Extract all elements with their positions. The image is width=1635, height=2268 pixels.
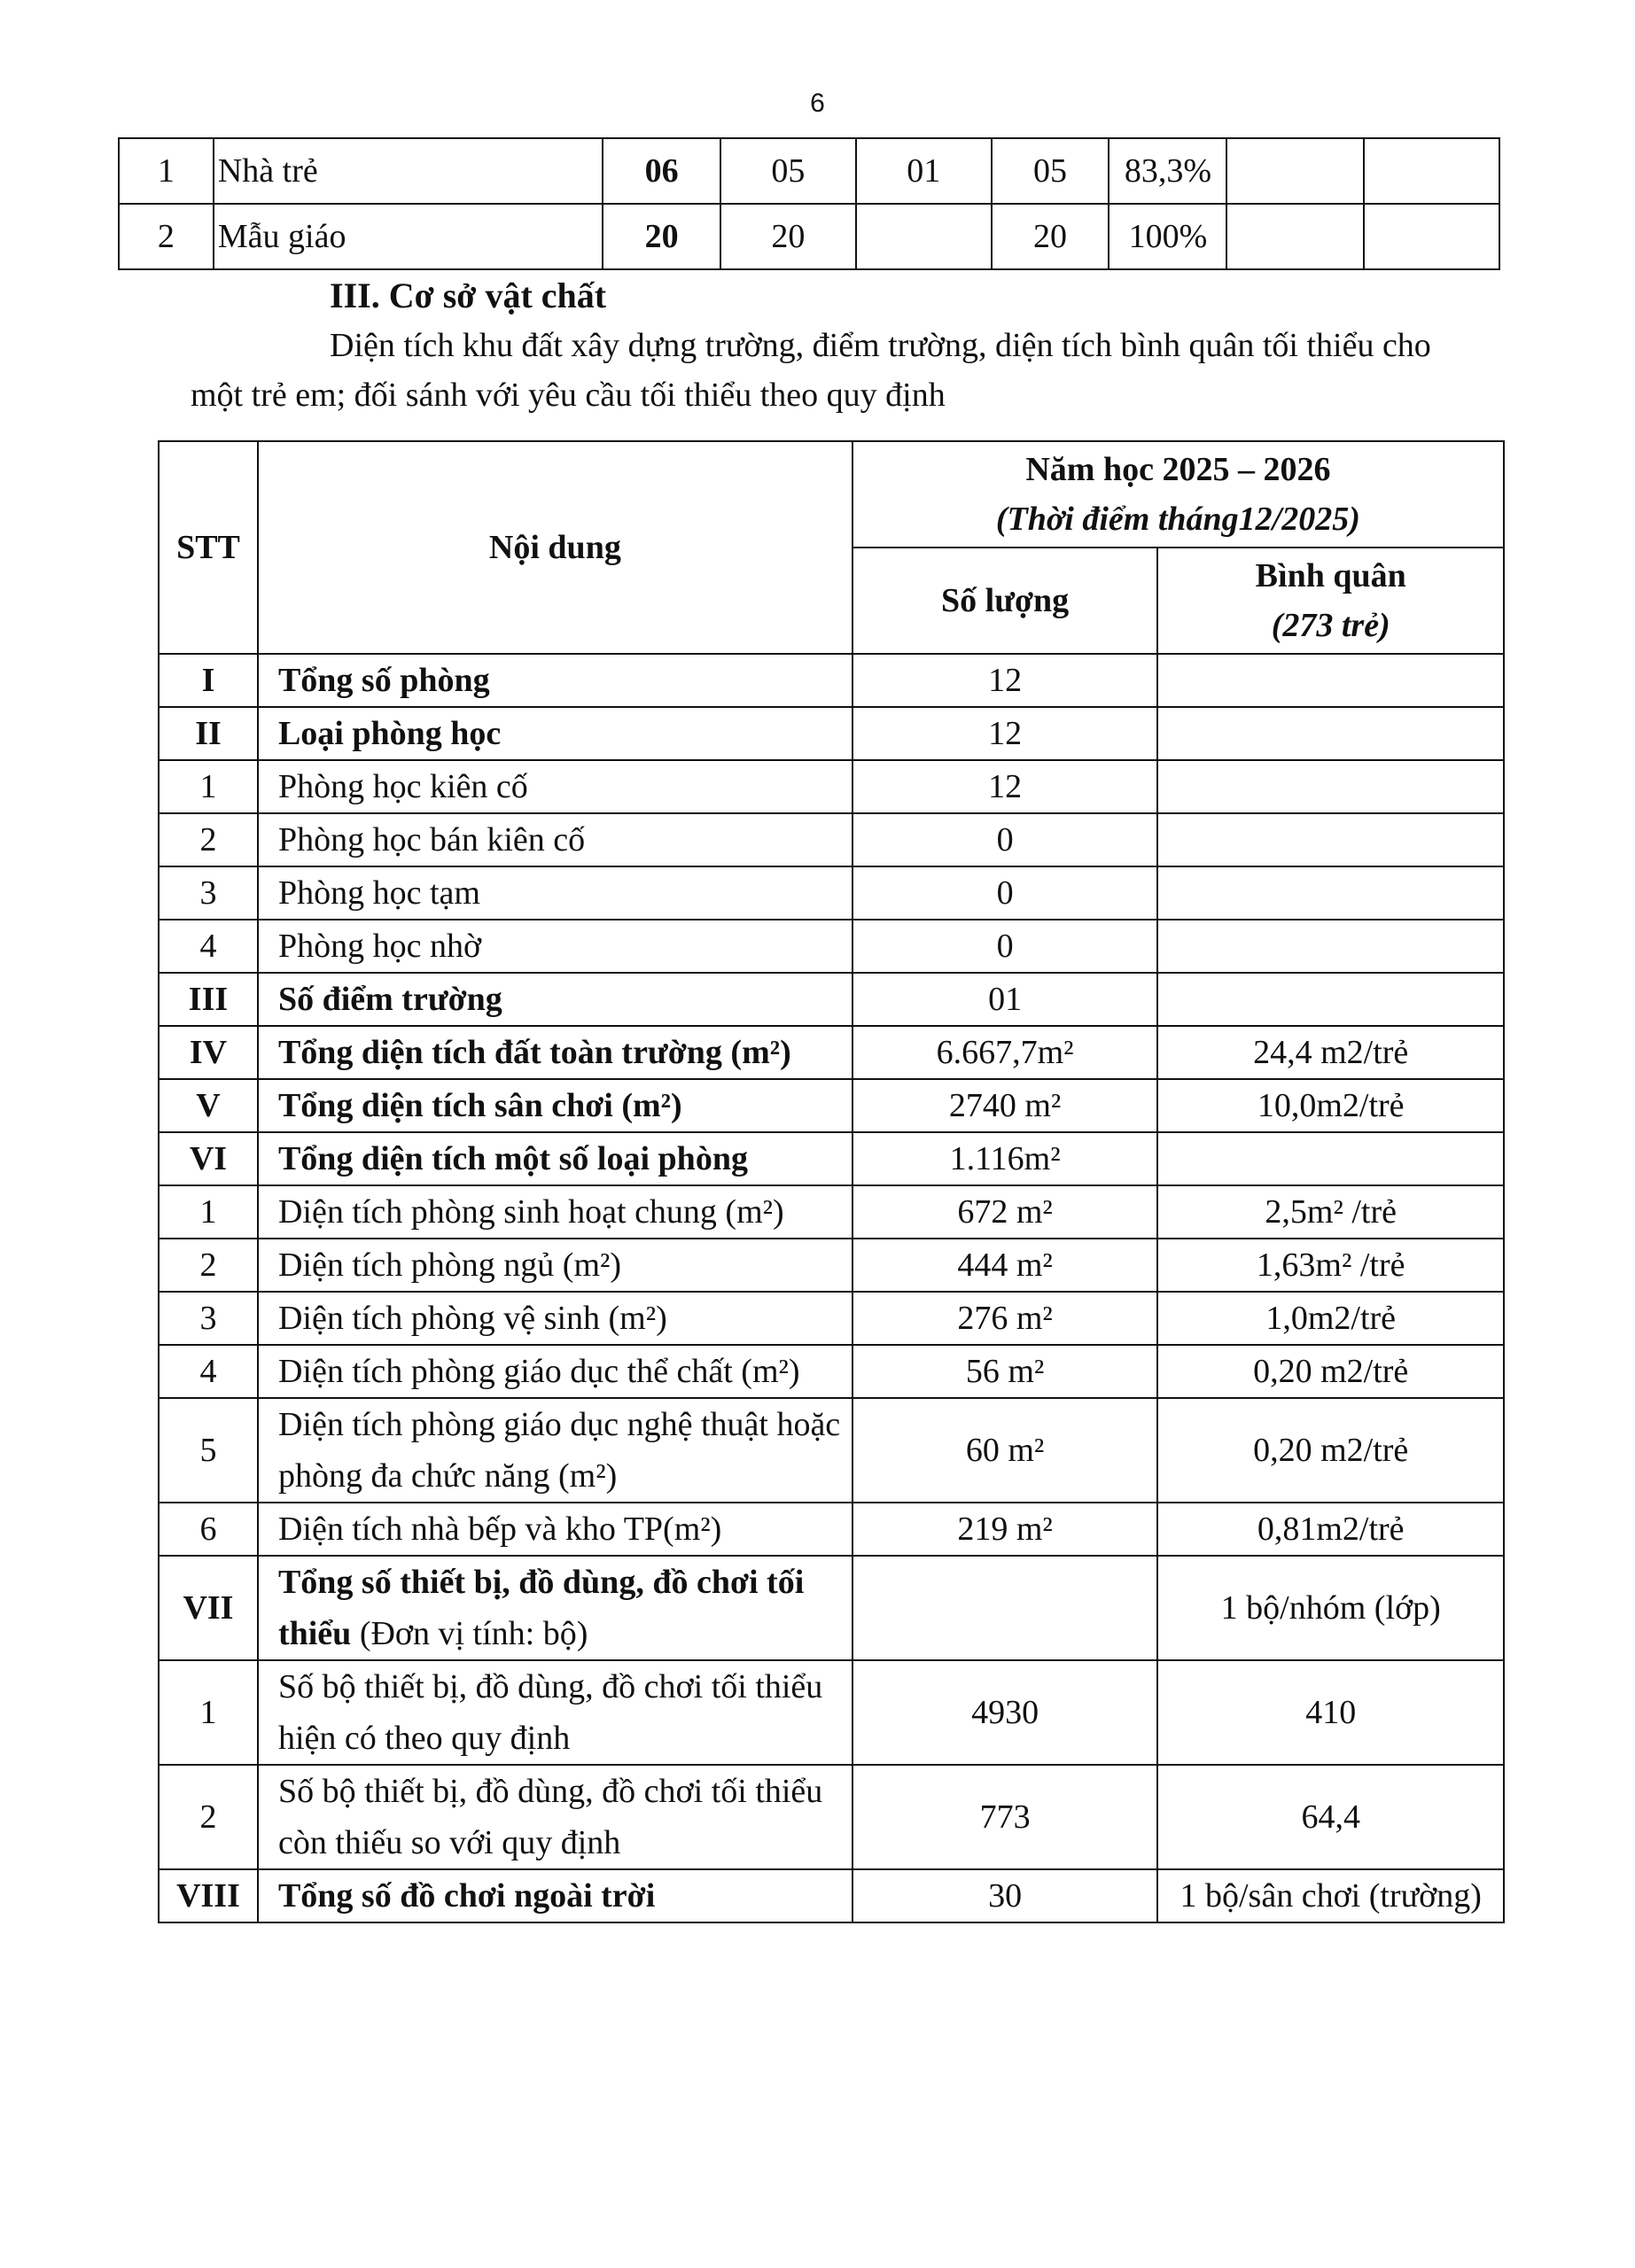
row-stt: VIII bbox=[159, 1869, 258, 1922]
row-value bbox=[856, 204, 992, 269]
row-content-text: Diện tích phòng giáo dục thể chất (m²) bbox=[277, 1353, 800, 1390]
row-quantity: 30 bbox=[853, 1869, 1158, 1922]
row-empty bbox=[1226, 138, 1364, 204]
row-quantity: 1.116m² bbox=[853, 1132, 1158, 1185]
row-content bbox=[258, 1345, 853, 1398]
header-year: Năm học 2025 – 2026 bbox=[1025, 451, 1331, 488]
section-heading: III. Cơ sở vật chất bbox=[330, 276, 607, 315]
row-content-unit: (Đơn vị tính: bộ) bbox=[351, 1615, 588, 1652]
header-average: Bình quân bbox=[1255, 557, 1406, 594]
row-value: 20 bbox=[720, 204, 856, 269]
row-average: 0,20 m2/trẻ bbox=[1157, 1345, 1504, 1398]
row-quantity: 60 m² bbox=[853, 1398, 1158, 1503]
row-content bbox=[258, 1765, 853, 1869]
row-average: 410 bbox=[1157, 1660, 1504, 1765]
row-content bbox=[258, 1503, 853, 1556]
row-average: 1 bộ/sân chơi (trường) bbox=[1157, 1869, 1504, 1922]
row-content-text: Diện tích phòng vệ sinh (m²) bbox=[277, 1300, 667, 1337]
row-value: 05 bbox=[992, 138, 1109, 204]
row-average: 2,5m² /trẻ bbox=[1157, 1185, 1504, 1239]
row-stt: V bbox=[159, 1079, 258, 1132]
row-content bbox=[258, 707, 853, 760]
table-row bbox=[159, 973, 1504, 1026]
row-average: 0,81m2/trẻ bbox=[1157, 1503, 1504, 1556]
row-percent: 83,3% bbox=[1109, 138, 1226, 204]
row-stt: 5 bbox=[159, 1398, 258, 1503]
row-content-text: Số bộ thiết bị, đồ dùng, đồ chơi tối thiểu hiện có theo quy định bbox=[277, 1668, 823, 1757]
table-row bbox=[159, 1239, 1504, 1292]
row-content-text: Phòng học tạm bbox=[277, 874, 480, 912]
row-average bbox=[1157, 760, 1504, 813]
row-content-text: Diện tích phòng ngủ (m²) bbox=[277, 1247, 622, 1284]
row-content bbox=[258, 1132, 853, 1185]
row-stt: 2 bbox=[159, 813, 258, 866]
row-quantity: 219 m² bbox=[853, 1503, 1158, 1556]
table-row bbox=[159, 1398, 1504, 1503]
table-row bbox=[159, 866, 1504, 920]
table-row bbox=[159, 1079, 1504, 1132]
row-content bbox=[258, 760, 853, 813]
row-quantity: 56 m² bbox=[853, 1345, 1158, 1398]
header-average-sub: (273 trẻ) bbox=[1271, 607, 1390, 644]
row-content bbox=[258, 654, 853, 707]
row-content bbox=[258, 813, 853, 866]
row-stt: 2 bbox=[119, 204, 214, 269]
row-content-text: Tổng số thiết bị, đồ dùng, đồ chơi tối thiểu bbox=[277, 1564, 805, 1652]
row-content-text: Tổng diện tích một số loại phòng bbox=[277, 1140, 748, 1177]
row-content bbox=[258, 973, 853, 1026]
row-content bbox=[258, 1292, 853, 1345]
row-content-text: Số điểm trường bbox=[277, 981, 502, 1018]
row-name: Mẫu giáo bbox=[214, 204, 603, 269]
row-quantity: 12 bbox=[853, 707, 1158, 760]
table-row bbox=[119, 138, 1499, 204]
row-quantity: 276 m² bbox=[853, 1292, 1158, 1345]
table-row bbox=[159, 654, 1504, 707]
row-value: 20 bbox=[992, 204, 1109, 269]
row-average: 0,20 m2/trẻ bbox=[1157, 1398, 1504, 1503]
row-average: 1,63m² /trẻ bbox=[1157, 1239, 1504, 1292]
table-row bbox=[159, 813, 1504, 866]
row-average bbox=[1157, 1132, 1504, 1185]
row-quantity: 2740 m² bbox=[853, 1079, 1158, 1132]
table-row bbox=[119, 204, 1499, 269]
header-average-cell bbox=[1157, 548, 1504, 654]
table-row bbox=[159, 1765, 1504, 1869]
row-content bbox=[258, 1556, 853, 1660]
row-stt: 3 bbox=[159, 866, 258, 920]
row-content-text: Diện tích phòng giáo dục nghệ thuật hoặc phòng đa chức năng (m²) bbox=[277, 1406, 841, 1495]
row-content-text: Tổng số đồ chơi ngoài trời bbox=[277, 1877, 656, 1915]
row-percent: 100% bbox=[1109, 204, 1226, 269]
row-content bbox=[258, 1660, 853, 1765]
row-content bbox=[258, 1185, 853, 1239]
header-time: (Thời điểm tháng12/2025) bbox=[995, 501, 1360, 538]
row-average: 64,4 bbox=[1157, 1765, 1504, 1869]
enrollment-table-continuation bbox=[118, 137, 1500, 270]
table-row bbox=[159, 1660, 1504, 1765]
row-average: 1,0m2/trẻ bbox=[1157, 1292, 1504, 1345]
table-row bbox=[159, 1869, 1504, 1922]
row-quantity: 12 bbox=[853, 654, 1158, 707]
row-stt: IV bbox=[159, 1026, 258, 1079]
row-content-text: Loại phòng học bbox=[277, 715, 502, 752]
row-stt: 2 bbox=[159, 1239, 258, 1292]
row-content bbox=[258, 1079, 853, 1132]
row-quantity: 444 m² bbox=[853, 1239, 1158, 1292]
row-stt: 4 bbox=[159, 1345, 258, 1398]
row-quantity: 0 bbox=[853, 920, 1158, 973]
row-content-text: Tổng số phòng bbox=[277, 662, 490, 699]
row-stt: 1 bbox=[159, 1660, 258, 1765]
row-content-text: Diện tích phòng sinh hoạt chung (m²) bbox=[277, 1193, 784, 1231]
row-empty bbox=[1226, 204, 1364, 269]
table-row bbox=[159, 1292, 1504, 1345]
row-content bbox=[258, 866, 853, 920]
facilities-table bbox=[158, 440, 1505, 1923]
row-stt: III bbox=[159, 973, 258, 1026]
row-empty bbox=[1364, 138, 1499, 204]
row-stt: 2 bbox=[159, 1765, 258, 1869]
row-total: 20 bbox=[603, 204, 720, 269]
header-stt: STT bbox=[159, 441, 258, 654]
row-content-text: Số bộ thiết bị, đồ dùng, đồ chơi tối thiểu còn thiếu so với quy định bbox=[277, 1773, 823, 1861]
row-quantity: 6.667,7m² bbox=[853, 1026, 1158, 1079]
row-content bbox=[258, 1239, 853, 1292]
row-quantity: 4930 bbox=[853, 1660, 1158, 1765]
row-stt: 6 bbox=[159, 1503, 258, 1556]
row-stt: VII bbox=[159, 1556, 258, 1660]
row-quantity bbox=[853, 1556, 1158, 1660]
row-average bbox=[1157, 973, 1504, 1026]
row-value: 01 bbox=[856, 138, 992, 204]
row-quantity: 0 bbox=[853, 813, 1158, 866]
header-quantity: Số lượng bbox=[853, 548, 1158, 654]
table-row bbox=[159, 760, 1504, 813]
row-content-text: Phòng học nhờ bbox=[277, 928, 482, 965]
row-content bbox=[258, 1869, 853, 1922]
table-row bbox=[159, 1503, 1504, 1556]
row-empty bbox=[1364, 204, 1499, 269]
table-row bbox=[159, 1185, 1504, 1239]
row-stt: 1 bbox=[159, 1185, 258, 1239]
row-content-text: Diện tích nhà bếp và kho TP(m²) bbox=[277, 1511, 722, 1548]
row-content-text: Phòng học bán kiên cố bbox=[277, 821, 586, 858]
table-row bbox=[159, 707, 1504, 760]
row-quantity: 0 bbox=[853, 866, 1158, 920]
row-name: Nhà trẻ bbox=[214, 138, 603, 204]
row-average: 1 bộ/nhóm (lớp) bbox=[1157, 1556, 1504, 1660]
row-average: 24,4 m2/trẻ bbox=[1157, 1026, 1504, 1079]
table-row bbox=[159, 1345, 1504, 1398]
page-number: 6 bbox=[810, 89, 825, 118]
row-quantity: 12 bbox=[853, 760, 1158, 813]
row-content-text: Phòng học kiên cố bbox=[277, 768, 528, 805]
row-stt: 1 bbox=[119, 138, 214, 204]
row-content bbox=[258, 1026, 853, 1079]
row-average bbox=[1157, 707, 1504, 760]
row-stt: 4 bbox=[159, 920, 258, 973]
header-row bbox=[159, 441, 1504, 548]
row-content bbox=[258, 920, 853, 973]
header-school-year bbox=[853, 441, 1504, 548]
section-paragraph: Diện tích khu đất xây dựng trường, điểm trường, diện tích bình quân tối thiểu cho một trẻ em; đối sánh với yêu cầu tối thiểu theo quy định bbox=[191, 327, 1431, 414]
row-content bbox=[258, 1398, 853, 1503]
row-stt: I bbox=[159, 654, 258, 707]
row-quantity: 672 m² bbox=[853, 1185, 1158, 1239]
row-average bbox=[1157, 813, 1504, 866]
row-average: 10,0m2/trẻ bbox=[1157, 1079, 1504, 1132]
row-stt: 1 bbox=[159, 760, 258, 813]
row-value: 05 bbox=[720, 138, 856, 204]
row-content-text: Tổng diện tích đất toàn trường (m²) bbox=[277, 1034, 791, 1071]
table-row bbox=[159, 920, 1504, 973]
table-row bbox=[159, 1556, 1504, 1660]
row-stt: 3 bbox=[159, 1292, 258, 1345]
row-quantity: 01 bbox=[853, 973, 1158, 1026]
row-average bbox=[1157, 654, 1504, 707]
table-row bbox=[159, 1132, 1504, 1185]
row-quantity: 773 bbox=[853, 1765, 1158, 1869]
row-average bbox=[1157, 920, 1504, 973]
table-row bbox=[159, 1026, 1504, 1079]
row-total: 06 bbox=[603, 138, 720, 204]
row-content-text: Tổng diện tích sân chơi (m²) bbox=[277, 1087, 682, 1124]
row-stt: VI bbox=[159, 1132, 258, 1185]
row-average bbox=[1157, 866, 1504, 920]
row-stt: II bbox=[159, 707, 258, 760]
header-content: Nội dung bbox=[258, 441, 853, 654]
